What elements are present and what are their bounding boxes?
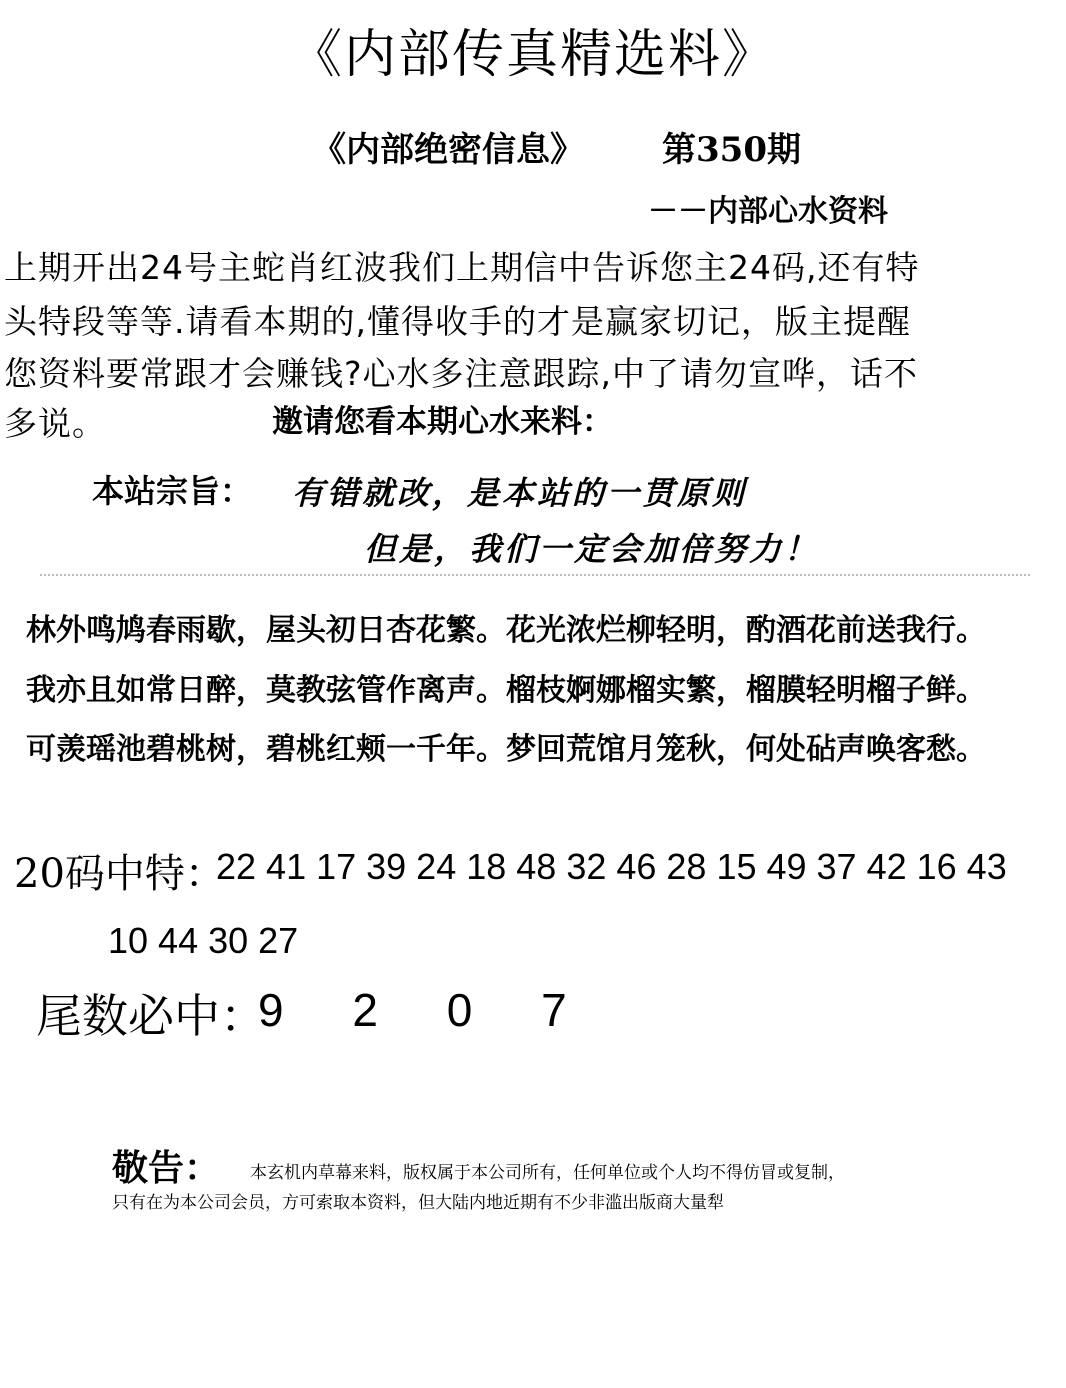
poem-line-1: 林外鸣鸠春雨歇，屋头初日杏花繁。花光浓烂柳轻明，酌酒花前送我行。 (26, 613, 986, 648)
poem-line-3: 可羡瑶池碧桃树，碧桃红颊一千年。梦回荒馆月笼秋，何处砧声唤客愁。 (26, 732, 986, 767)
numbers-list-line-2: 10 44 30 27 (108, 920, 299, 961)
intro-line-3: 您资料要常跟才会赚钱?心水多注意跟踪,中了请勿宣哗，话不 (4, 354, 919, 393)
motto-label: 本站宗旨： (92, 472, 253, 510)
tail-label: 尾数必中： (36, 989, 266, 1043)
numbers-list-line-1: 22 41 17 39 24 18 48 32 46 28 15 49 37 42 16 43 (216, 846, 1007, 887)
notice-label: 敬告： (112, 1147, 221, 1189)
intro-line-1: 上期开出24号主蛇肖红波我们上期信中告诉您主24码,还有特 (4, 248, 920, 287)
intro-line-4: 多说。 (4, 404, 106, 443)
intro-line-2: 头特段等等.请看本期的,懂得收手的才是赢家切记，版主提醒 (4, 302, 911, 341)
subtitle: 《内部绝密信息》 (312, 130, 584, 170)
notice-line-1: 本玄机内草幕来料，版权属于本公司所有，任何单位或个人均不得仿冒或复制， (250, 1163, 845, 1183)
dotted-divider (40, 574, 1030, 582)
tail-values: 9 2 0 7 (258, 984, 595, 1036)
poem-line-2: 我亦且如常日醉，莫教弦管作离声。榴枝婀娜榴实繁，榴膜轻明榴子鲜。 (26, 673, 986, 708)
motto-line-2: 但是，我们一定会加倍努力！ (364, 530, 820, 568)
issue-number: 第350期 (662, 130, 801, 170)
source-line: －－内部心水资料 (648, 194, 888, 229)
notice-line-2: 只有在为本公司会员，方可索取本资料，但大陆内地近期有不少非滥出版商大量犁 (112, 1193, 724, 1213)
motto-line-1: 有错就改，是本站的一贯原则 (292, 474, 748, 512)
numbers-label: 20码中特： (14, 851, 225, 897)
invite-text: 邀请您看本期心水来料： (272, 404, 613, 440)
page-title: 《内部传真精选料》 (289, 25, 776, 85)
